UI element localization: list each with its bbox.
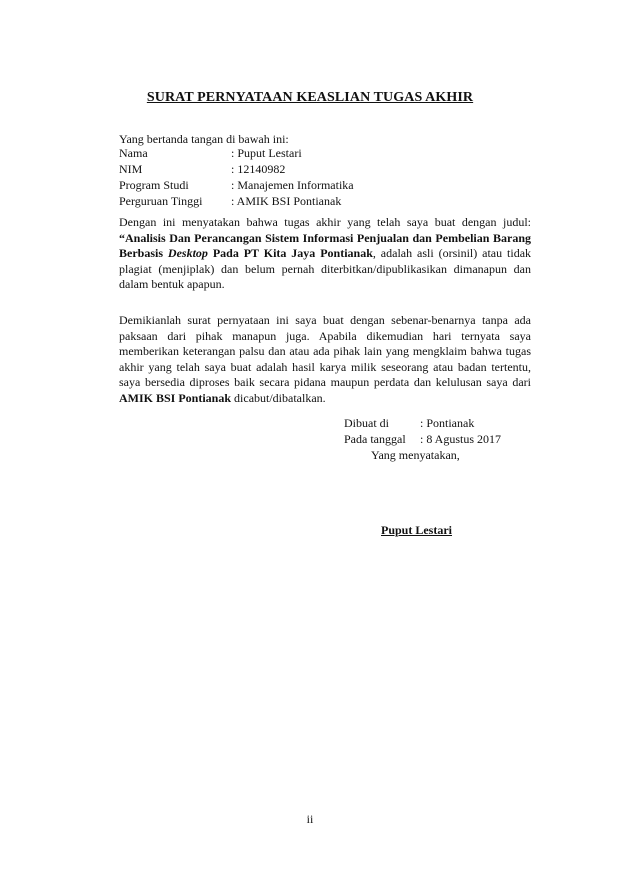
field-row-institution: [119, 193, 354, 209]
signer-name: Puput Lestari: [381, 523, 453, 537]
date-value: : 8 Agustus 2017: [420, 432, 502, 446]
field-row-program: [119, 177, 354, 193]
place-value: : Pontianak: [420, 416, 475, 430]
declaration-paragraph: [119, 215, 531, 293]
closing-text: Demikianlah surat pernyataan ini saya buat dengan sebenar-benarnya tanpa ada paksaan dari pihak manapun juga. Apabila dikemudian hari ternyata saya memberikan keterangan palsu dan atau ada pihak lain yang mengklaim bahwa tugas akhir yang telah saya buat adalah hasil karya milik seseorang atau badan tertentu, saya bersedia diproses baik secara pidana maupun perdata dan kelulusan saya dari: [119, 313, 531, 389]
field-row-nim: [119, 161, 354, 177]
field-label: Perguruan Tinggi: [119, 194, 203, 208]
place-row: [344, 415, 501, 431]
thesis-title-part2: Pada PT Kita Jaya Pontianak: [212, 246, 373, 260]
stating-text: Yang menyatakan,: [371, 448, 460, 462]
field-value: : 12140982: [231, 162, 286, 176]
field-label: NIM: [119, 162, 143, 176]
closing-text-end: dicabut/dibatalkan.: [234, 390, 326, 405]
signature-block: [344, 415, 501, 463]
field-row-name: [119, 145, 354, 161]
field-label: Nama: [119, 146, 148, 160]
thesis-title-italic: Desktop: [167, 246, 208, 260]
declaration-lead: Dengan ini menyatakan bahwa tugas akhir yang telah saya buat dengan judul:: [119, 215, 531, 229]
date-row: [344, 431, 501, 447]
date-label: Pada tanggal: [344, 432, 406, 446]
identity-fields: [119, 145, 354, 209]
intro-text: Yang bertanda tangan di bawah ini:: [119, 132, 289, 146]
institution-bold: AMIK BSI Pontianak: [119, 390, 232, 405]
field-value: : Manajemen Informatika: [231, 178, 354, 192]
field-value: : AMIK BSI Pontianak: [231, 194, 342, 208]
document-title: SURAT PERNYATAAN KEASLIAN TUGAS AKHIR: [146, 90, 474, 105]
declaration-rest: , adalah asli (orsinil) atau tidak plagiat (menjiplak) dan belum pernah diterbitkan/dipublikasikan dimanapun dan dalam bentuk apapun.: [119, 246, 532, 291]
closing-paragraph: [119, 313, 531, 406]
thesis-title-part1: “Analisis Dan Perancangan Sistem Informasi Penjualan dan Pembelian Barang Berbasis: [119, 230, 531, 260]
field-label: Program Studi: [119, 178, 189, 192]
field-value: : Puput Lestari: [231, 146, 302, 160]
page-number: ii: [306, 812, 314, 826]
place-label: Dibuat di: [344, 416, 389, 430]
